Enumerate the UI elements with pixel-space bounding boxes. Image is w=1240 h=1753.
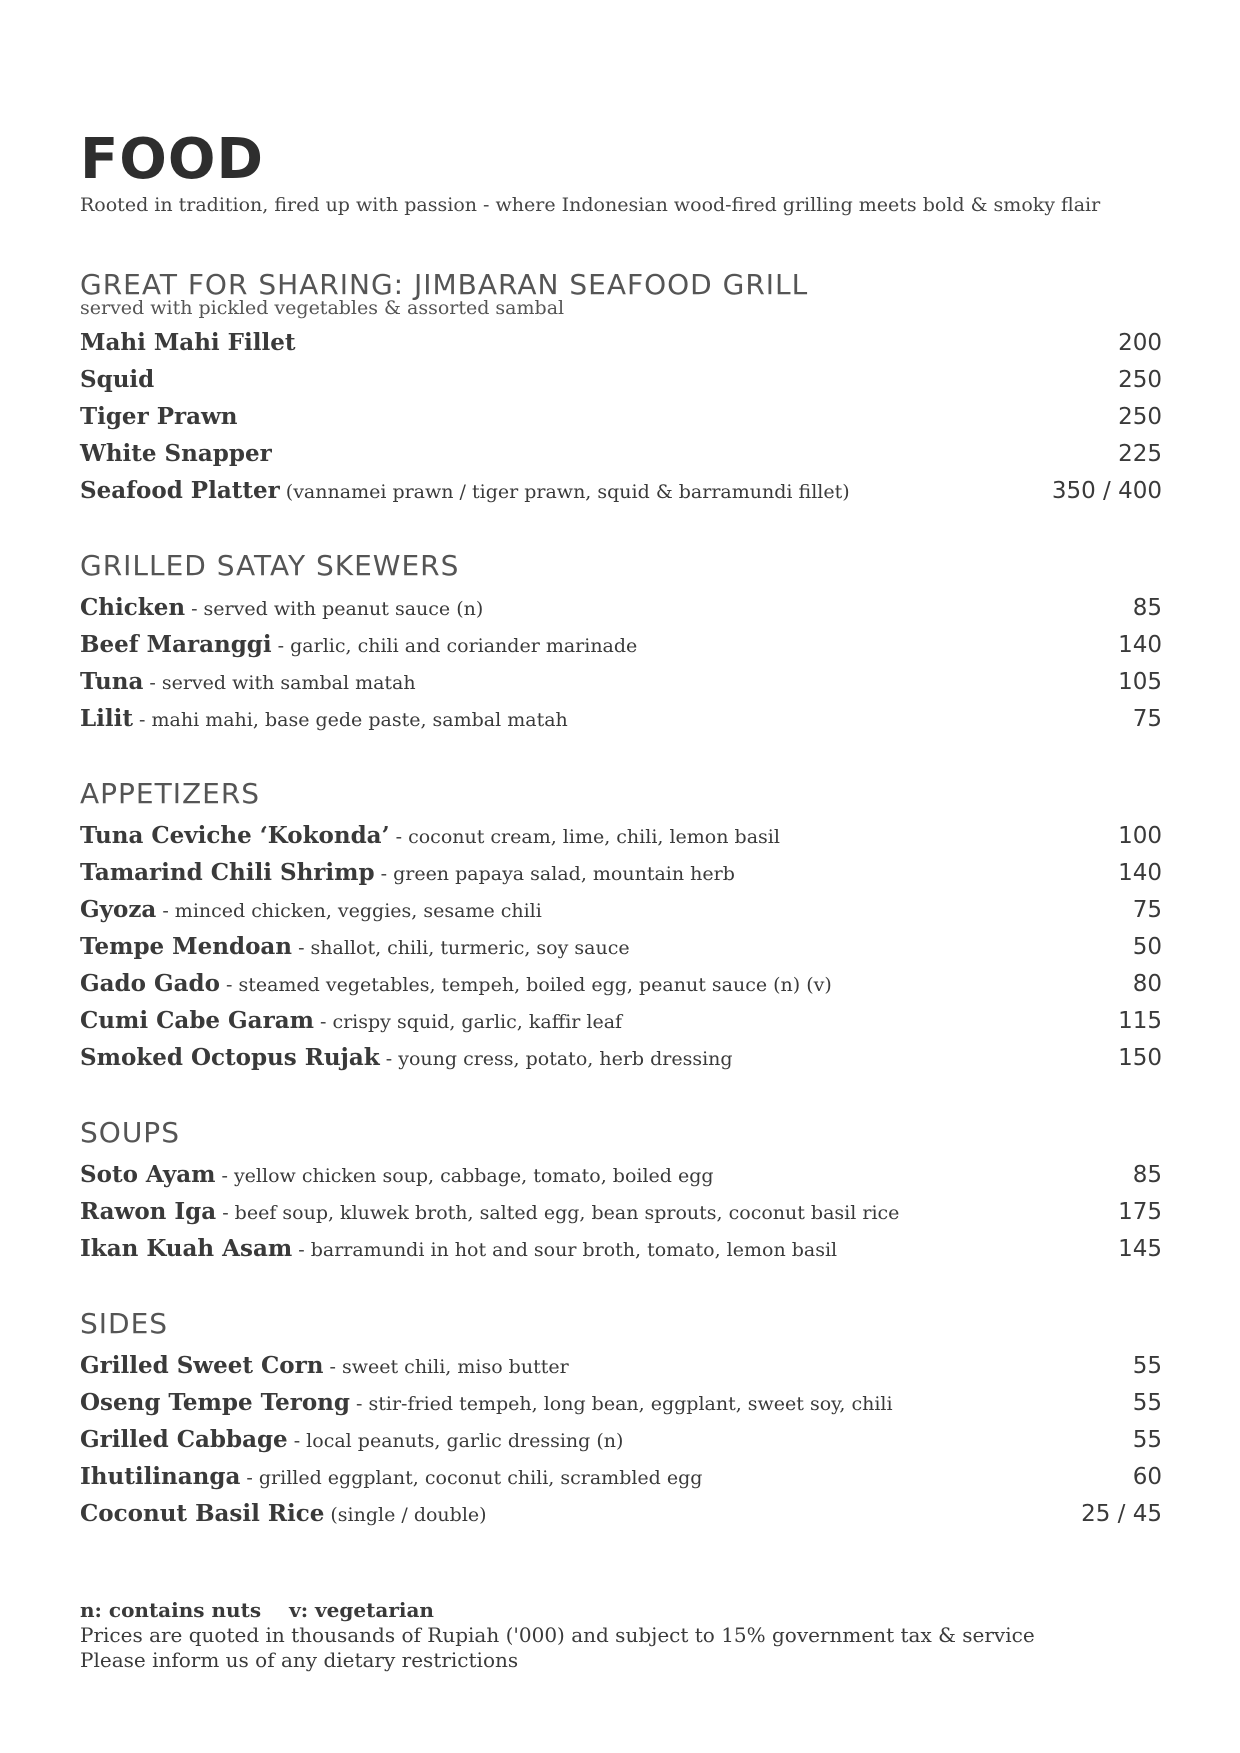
menu-item-price: 250 xyxy=(1118,367,1162,393)
menu-item-name: Mahi Mahi Fillet xyxy=(80,329,296,356)
menu-item-description: - steamed vegetables, tempeh, boiled egg, peanut sauce (n) (v) xyxy=(219,974,832,996)
menu-item-description: - barramundi in hot and sour broth, tomato, lemon basil xyxy=(292,1239,838,1261)
menu-item-name: Rawon Iga xyxy=(80,1198,217,1225)
menu-footer xyxy=(80,1598,1162,1673)
menu-item-list xyxy=(80,817,1162,1076)
menu-item xyxy=(80,589,1162,626)
menu-section xyxy=(80,549,1162,737)
menu-item xyxy=(80,663,1162,700)
menu-item xyxy=(80,1495,1162,1532)
menu-item-price: 25 / 45 xyxy=(1081,1501,1162,1527)
menu-item-text xyxy=(80,435,272,474)
menu-item-text xyxy=(80,1347,569,1386)
page-title: FOOD xyxy=(80,127,264,192)
menu-item-list xyxy=(80,324,1162,509)
menu-item xyxy=(80,435,1162,472)
menu-item-text xyxy=(80,1156,714,1195)
menu-item-name: Gyoza xyxy=(80,896,157,923)
section-title: SIDES xyxy=(80,1307,169,1340)
menu-item xyxy=(80,965,1162,1002)
menu-item-text xyxy=(80,817,780,856)
menu-item-price: 115 xyxy=(1118,1008,1162,1034)
menu-section xyxy=(80,1307,1162,1532)
menu-item-description: (vannamei prawn / tiger prawn, squid & barramundi fillet) xyxy=(279,481,850,503)
menu-item-name: Lilit xyxy=(80,705,134,732)
menu-item xyxy=(80,700,1162,737)
menu-item xyxy=(80,1193,1162,1230)
menu-item-text xyxy=(80,965,832,1004)
menu-item-price: 55 xyxy=(1132,1390,1162,1416)
menu-item-name: Smoked Octopus Rujak xyxy=(80,1044,380,1071)
menu-item-name: Coconut Basil Rice xyxy=(80,1500,325,1527)
menu-item-name: Tempe Mendoan xyxy=(80,933,293,960)
section-title: SOUPS xyxy=(80,1116,180,1149)
legend-nuts: n: contains nuts xyxy=(80,1598,262,1622)
menu-item xyxy=(80,626,1162,663)
menu-item xyxy=(80,1230,1162,1267)
menu-item xyxy=(80,1002,1162,1039)
dietary-note: Please inform us of any dietary restrictions xyxy=(80,1648,519,1672)
menu-item-description: (single / double) xyxy=(324,1504,487,1526)
menu-item xyxy=(80,817,1162,854)
menu-item-description: - garlic, chili and coriander marinade xyxy=(271,635,638,657)
menu-item-text xyxy=(80,1421,623,1460)
menu-item-list xyxy=(80,589,1162,737)
menu-item-name: Grilled Sweet Corn xyxy=(80,1352,324,1379)
menu-item-description: - coconut cream, lime, chili, lemon basil xyxy=(389,826,780,848)
menu-item xyxy=(80,361,1162,398)
menu-item-price: 175 xyxy=(1118,1199,1162,1225)
menu-item xyxy=(80,854,1162,891)
menu-item-price: 350 / 400 xyxy=(1051,478,1162,504)
menu-item-name: Oseng Tempe Terong xyxy=(80,1389,350,1416)
menu-item-text xyxy=(80,626,637,665)
menu-item-price: 145 xyxy=(1118,1236,1162,1262)
menu-item-price: 50 xyxy=(1132,934,1162,960)
menu-item-description: - sweet chili, miso butter xyxy=(323,1356,569,1378)
section-title: GRILLED SATAY SKEWERS xyxy=(80,549,460,582)
menu-item-text xyxy=(80,361,154,400)
menu-item-price: 100 xyxy=(1118,823,1162,849)
menu-item-list xyxy=(80,1156,1162,1267)
menu-item-name: Tiger Prawn xyxy=(80,403,238,430)
menu-item-text xyxy=(80,1039,733,1078)
menu-item-name: Tuna xyxy=(80,668,144,695)
menu-item-description: - young cress, potato, herb dressing xyxy=(379,1048,733,1070)
menu-item-text xyxy=(80,1193,899,1232)
menu-item xyxy=(80,324,1162,361)
menu-item-price: 75 xyxy=(1132,706,1162,732)
menu-section xyxy=(80,268,1162,509)
menu-item-price: 105 xyxy=(1118,669,1162,695)
menu-item xyxy=(80,928,1162,965)
menu-item-name: Grilled Cabbage xyxy=(80,1426,288,1453)
menu-item xyxy=(80,891,1162,928)
menu-item xyxy=(80,1421,1162,1458)
menu-item-name: Soto Ayam xyxy=(80,1161,216,1188)
prices-note: Prices are quoted in thousands of Rupiah ('000) and subject to 15% government tax & service xyxy=(80,1623,1035,1647)
menu-item-text xyxy=(80,1002,622,1041)
menu-item-text xyxy=(80,589,483,628)
menu-item-name: Seafood Platter xyxy=(80,477,280,504)
menu-item-description: - grilled eggplant, coconut chili, scrambled egg xyxy=(240,1467,703,1489)
menu-item-text xyxy=(80,1458,702,1497)
menu-item-text xyxy=(80,854,735,893)
menu-section xyxy=(80,1116,1162,1267)
menu-item-price: 55 xyxy=(1132,1353,1162,1379)
menu-item-list xyxy=(80,1347,1162,1532)
menu-item-text xyxy=(80,1230,837,1269)
menu-section xyxy=(80,777,1162,1076)
menu-item-name: Tamarind Chili Shrimp xyxy=(80,859,375,886)
menu-item-price: 200 xyxy=(1118,330,1162,356)
menu-item-price: 75 xyxy=(1132,897,1162,923)
menu-item-description: - mahi mahi, base gede paste, sambal matah xyxy=(133,709,568,731)
menu-item-text xyxy=(80,891,542,930)
section-title: GREAT FOR SHARING: JIMBARAN SEAFOOD GRILL xyxy=(80,268,809,301)
menu-item-name: Squid xyxy=(80,366,155,393)
menu-item-description: - local peanuts, garlic dressing (n) xyxy=(287,1430,624,1452)
menu-item-name: Ihutilinanga xyxy=(80,1463,241,1490)
page-tagline: Rooted in tradition, fired up with passion - where Indonesian wood-fired grilling meets bold & smoky flair xyxy=(80,194,1101,216)
menu-item-price: 85 xyxy=(1132,595,1162,621)
section-title: APPETIZERS xyxy=(80,777,261,810)
menu-item-description: - beef soup, kluwek broth, salted egg, bean sprouts, coconut basil rice xyxy=(216,1202,900,1224)
section-subtitle: served with pickled vegetables & assorted sambal xyxy=(80,297,565,319)
menu-item-price: 55 xyxy=(1132,1427,1162,1453)
menu-item-description: - served with peanut sauce (n) xyxy=(185,598,484,620)
menu-item-name: Cumi Cabe Garam xyxy=(80,1007,314,1034)
menu-item-text xyxy=(80,700,568,739)
menu-item-description: - served with sambal matah xyxy=(143,672,416,694)
menu-item-description: - stir-fried tempeh, long bean, eggplant, sweet soy, chili xyxy=(349,1393,893,1415)
menu-item-price: 80 xyxy=(1132,971,1162,997)
menu-sections xyxy=(80,268,1162,1532)
menu-item-price: 85 xyxy=(1132,1162,1162,1188)
menu-item-text xyxy=(80,398,238,437)
menu-item-text xyxy=(80,324,295,363)
legend-vegetarian: v: vegetarian xyxy=(289,1598,434,1622)
menu-item-text xyxy=(80,1495,487,1534)
menu-item-price: 140 xyxy=(1118,632,1162,658)
menu-item-description: - shallot, chili, turmeric, soy sauce xyxy=(292,937,630,959)
menu-item xyxy=(80,1384,1162,1421)
menu-item-text xyxy=(80,472,850,511)
menu-item xyxy=(80,1156,1162,1193)
menu-item-price: 140 xyxy=(1118,860,1162,886)
menu-item xyxy=(80,398,1162,435)
menu-item-price: 60 xyxy=(1132,1464,1162,1490)
menu-item-text xyxy=(80,928,630,967)
menu-item-name: Beef Maranggi xyxy=(80,631,272,658)
menu-item-text xyxy=(80,1384,893,1423)
menu-item-name: Ikan Kuah Asam xyxy=(80,1235,293,1262)
menu-item-description: - yellow chicken soup, cabbage, tomato, boiled egg xyxy=(215,1165,714,1187)
menu-item-description: - crispy squid, garlic, kaffir leaf xyxy=(313,1011,623,1033)
menu-item-price: 250 xyxy=(1118,404,1162,430)
menu-item-name: Tuna Ceviche ‘Kokonda’ xyxy=(80,822,390,849)
menu-item-price: 225 xyxy=(1118,441,1162,467)
legend xyxy=(80,1598,1162,1623)
menu-item xyxy=(80,1347,1162,1384)
menu-item xyxy=(80,1039,1162,1076)
menu-item-description: - minced chicken, veggies, sesame chili xyxy=(156,900,542,922)
menu-item xyxy=(80,472,1162,509)
menu-item-text xyxy=(80,663,416,702)
menu-item-price: 150 xyxy=(1118,1045,1162,1071)
menu-item-name: Chicken xyxy=(80,594,186,621)
menu-item-name: White Snapper xyxy=(80,440,272,467)
menu-item-description: - green papaya salad, mountain herb xyxy=(374,863,735,885)
menu-item-name: Gado Gado xyxy=(80,970,220,997)
menu-item xyxy=(80,1458,1162,1495)
menu-page xyxy=(80,127,1162,1532)
